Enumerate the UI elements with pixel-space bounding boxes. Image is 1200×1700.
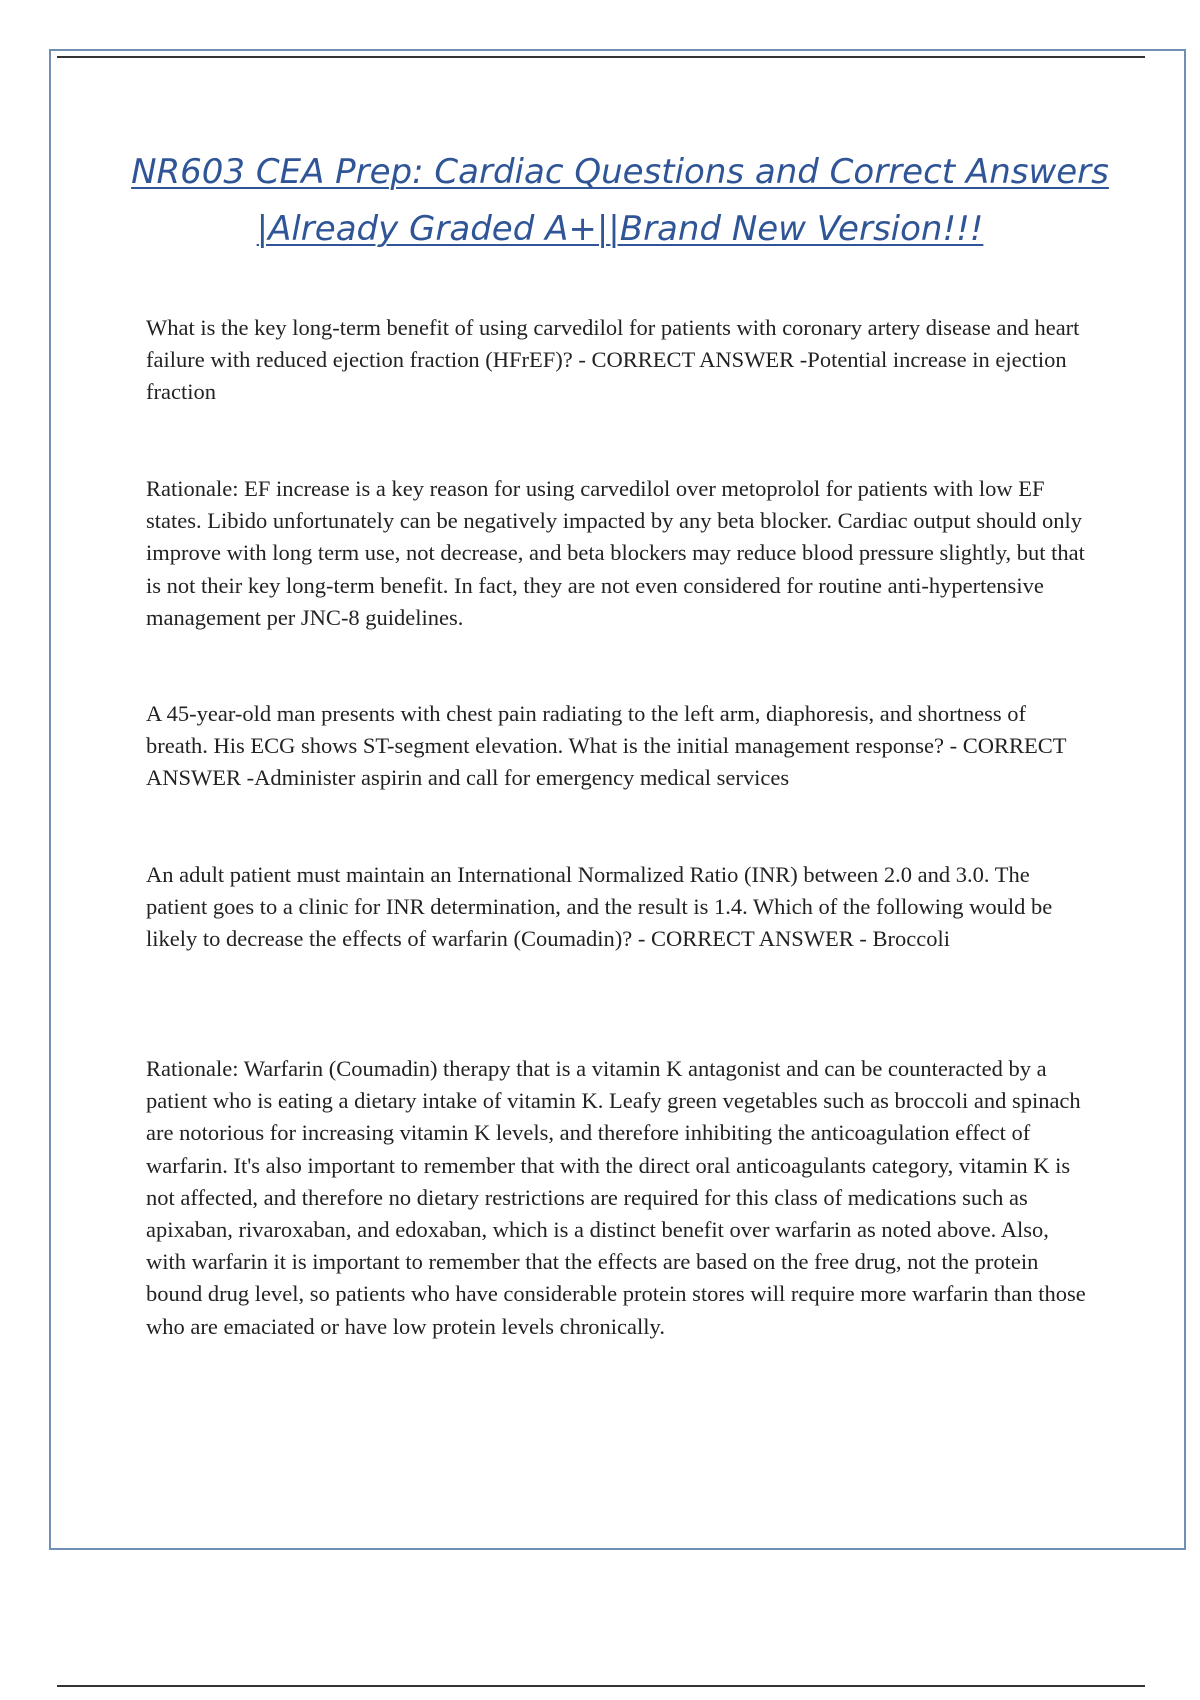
title-line-2: |Already Graded A+||Brand New Version!!! <box>256 209 984 249</box>
question-3-paragraph: An adult patient must maintain an International Normalized Ratio (INR) between 2.0 and 3.0. The patient goes to a clinic for INR determination, and the result is 1.4. Which of the following would be likely to decrease the effects of warfarin (Coumadin)? - CORRECT ANSWER - Broccoli <box>146 862 1053 952</box>
rationale-1-paragraph: Rationale: EF increase is a key reason for using carvedilol over metoprolol for patients with low EF states. Libido unfortunately can be negatively impacted by any beta blocker. Cardiac output should only improve with long term use, not decrease, and beta blockers may reduce blood pressure slightly, but that is not their key long-term benefit. In fact, they are not even considered for routine anti-hypertensive management per JNC-8 guidelines. <box>146 476 1085 630</box>
bottom-rule <box>57 1685 1145 1687</box>
question-2-paragraph: A 45-year-old man presents with chest pain radiating to the left arm, diaphoresis, and shortness of breath. His ECG shows ST-segment elevation. What is the initial management response? - CORRECT ANSWER -Administer aspirin and call for emergency medical services <box>146 701 1067 791</box>
rationale-3-paragraph: Rationale: Warfarin (Coumadin) therapy that is a vitamin K antagonist and can be counteracted by a patient who is eating a dietary intake of vitamin K. Leafy green vegetables such as broccoli and spinach are notorious for increasing vitamin K levels, and therefore inhibiting the anticoagulation effect of warfarin. It's also important to remember that with the direct oral anticoagulants category, vitamin K is not affected, and therefore no dietary restrictions are required for this class of medications such as apixaban, rivaroxaban, and edoxaban, which is a distinct benefit over warfarin as noted above. Also, with warfarin it is important to remember that the effects are based on the free drug, not the protein bound drug level, so patients who have considerable protein stores will require more warfarin than those who are emaciated or have low protein levels chronically. <box>146 1056 1086 1339</box>
title-line-1: NR603 CEA Prep: Cardiac Questions and Correct Answers <box>131 152 1109 192</box>
question-1-paragraph: What is the key long-term benefit of using carvedilol for patients with coronary artery disease and heart failure with reduced ejection fraction (HFrEF)? - CORRECT ANSWER -Potential increase in ejection fraction <box>146 315 1080 405</box>
document-title <box>120 144 1120 258</box>
